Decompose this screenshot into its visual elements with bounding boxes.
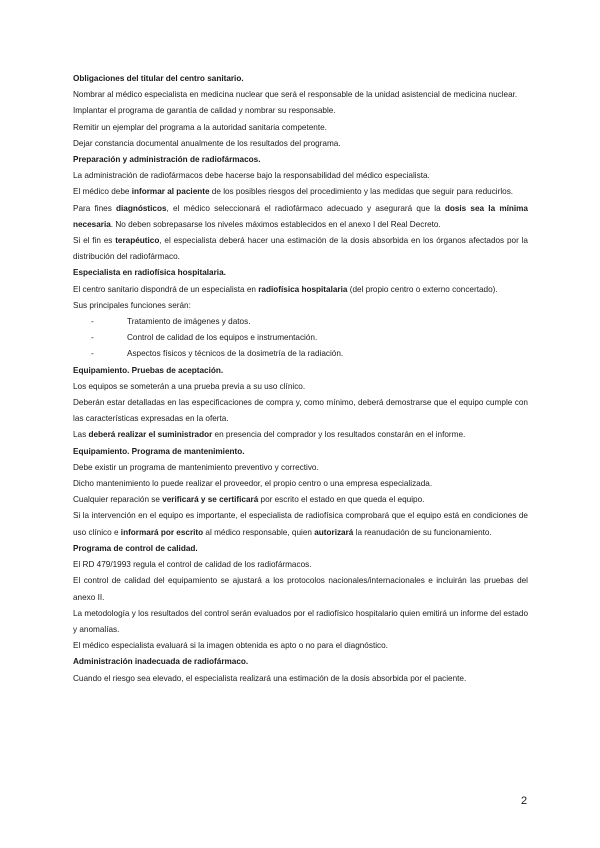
paragraph: Dejar constancia documental anualmente de los resultados del programa.	[73, 138, 341, 148]
paragraph: Remitir un ejemplar del programa a la autoridad sanitaria competente.	[73, 122, 327, 132]
dash-bullet: -	[91, 333, 94, 343]
paragraph: Si el fin es terapéutico, el especialista deberá hacer una estimación de la dosis absorbida en los órganos afectados por la distribución del radiofármaco.	[73, 236, 528, 262]
paragraph: Deberán estar detalladas en las especificaciones de compra y, como mínimo, deberá demostrarse que el equipo cumple con las características expresadas en la oferta.	[73, 398, 528, 424]
paragraph: El médico debe informar al paciente de los posibles riesgos del procedimiento y las medidas que seguir para reducirlos.	[73, 187, 514, 197]
paragraph: Los equipos se someterán a una prueba previa a su uso clínico.	[73, 381, 306, 391]
functions-list	[73, 314, 528, 363]
paragraph: La administración de radiofármacos debe hacerse bajo la responsabilidad del médico especialista.	[73, 171, 430, 181]
paragraph: Si la intervención en el equipo es importante, el especialista de radiofísica comprobará que el equipo está en condiciones de uso clínico e informará por escrito al médico responsable, quien autorizará la reanudación de su funcionamiento.	[73, 511, 528, 537]
paragraph: Las deberá realizar el suministrador en presencia del comprador y los resultados constarán en el informe.	[73, 430, 466, 440]
heading-mantenimiento: Equipamiento. Programa de mantenimiento.	[73, 446, 245, 456]
paragraph: Para fines diagnósticos, el médico seleccionará el radiofármaco adecuado y asegurará que la dosis sea la mínima necesaria. No deben sobrepasarse los niveles máximos establecidos en el anexo I del Real Decreto.	[73, 203, 528, 229]
page-number: 2	[521, 795, 528, 807]
paragraph: El RD 479/1993 regula el control de calidad de los radiofármacos.	[73, 560, 312, 570]
paragraph: El control de calidad del equipamiento se ajustará a los protocolos nacionales/internacionales e incluirán las pruebas del anexo II.	[73, 576, 528, 602]
dash-bullet: -	[91, 317, 94, 327]
paragraph: Debe existir un programa de mantenimiento preventivo y correctivo.	[73, 462, 319, 472]
list-item: - Tratamiento de imágenes y datos.	[91, 314, 528, 330]
list-item: - Aspectos físicos y técnicos de la dosimetría de la radiación.	[91, 346, 528, 362]
paragraph: El centro sanitario dispondrá de un especialista en radiofísica hospitalaria (del propio centro o externo concertado).	[73, 284, 498, 294]
heading-administracion-inadecuada: Administración inadecuada de radiofármaco.	[73, 657, 249, 667]
paragraph: Nombrar al médico especialista en medicina nuclear que será el responsable de la unidad asistencial de medicina nuclear.	[73, 90, 518, 100]
paragraph: Cuando el riesgo sea elevado, el especialista realizará una estimación de la dosis absorbida por el paciente.	[73, 673, 467, 683]
document-body	[73, 71, 528, 687]
paragraph: El médico especialista evaluará si la imagen obtenida es apto o no para el diagnóstico.	[73, 641, 388, 651]
heading-control-calidad: Programa de control de calidad.	[73, 543, 198, 553]
paragraph: Sus principales funciones serán:	[73, 300, 191, 310]
dash-bullet: -	[91, 349, 94, 359]
paragraph: Implantar el programa de garantía de calidad y nombrar su responsable.	[73, 106, 336, 116]
heading-obligaciones: Obligaciones del titular del centro sanitario.	[73, 74, 244, 83]
paragraph: Cualquier reparación se verificará y se certificará por escrito el estado en que queda el equipo.	[73, 495, 425, 505]
list-item: - Control de calidad de los equipos e instrumentación.	[91, 330, 528, 346]
heading-preparacion: Preparación y administración de radiofármacos.	[73, 155, 261, 165]
heading-aceptacion: Equipamiento. Pruebas de aceptación.	[73, 365, 224, 375]
heading-radiofisica: Especialista en radiofísica hospitalaria.	[73, 268, 226, 278]
paragraph: Dicho mantenimiento lo puede realizar el proveedor, el propio centro o una empresa especializada.	[73, 479, 433, 489]
paragraph: La metodología y los resultados del control serán evaluados por el radiofísico hospitalario quien emitirá un informe del estado y anomalías.	[73, 608, 528, 634]
